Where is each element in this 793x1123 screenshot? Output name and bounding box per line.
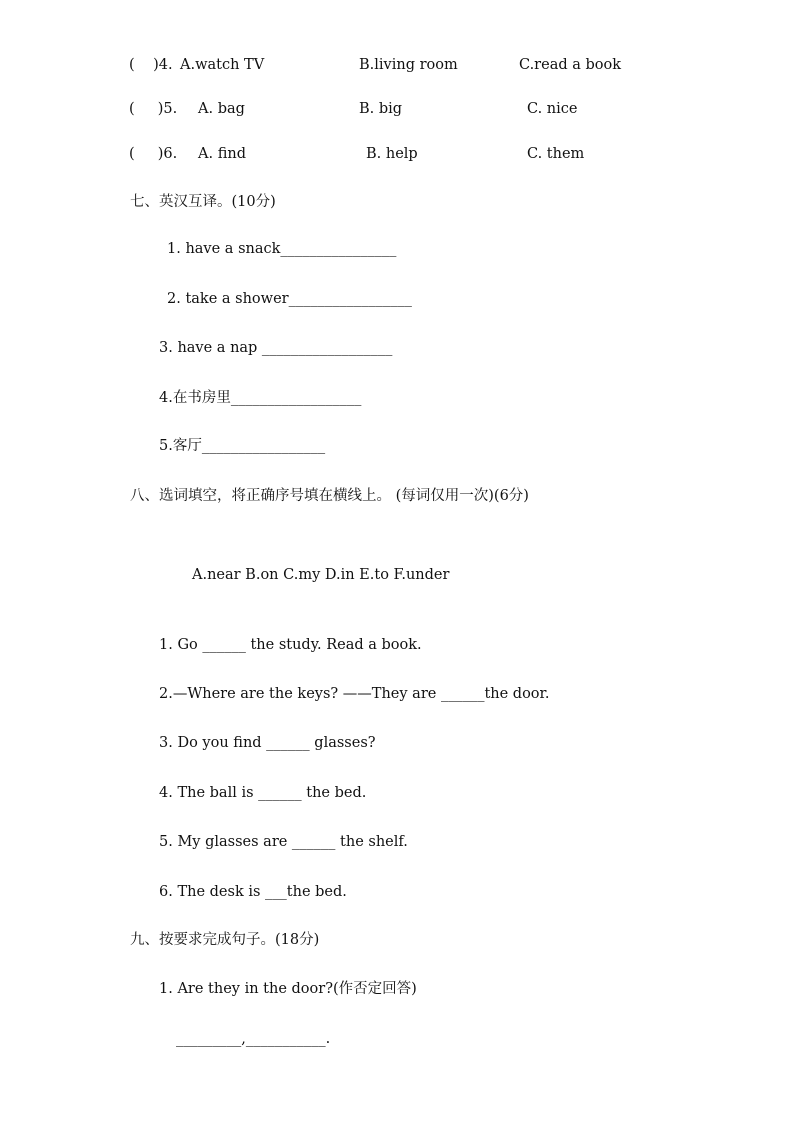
section-8-item-2: 2.—Where are the keys? ——They are ______the door. xyxy=(159,686,550,702)
section-7-item-2: 2. take a shower_________________ xyxy=(167,291,412,307)
choice-row-6-option-a: A. find xyxy=(198,146,246,162)
section-8-item-4: 4. The ball is ______ the bed. xyxy=(159,785,367,801)
section-8-item-3: 3. Do you find ______ glasses? xyxy=(159,735,376,751)
section-8-item-5: 5. My glasses are ______ the shelf. xyxy=(159,834,408,850)
section-7-item-5: 5.客厅_________________ xyxy=(159,438,326,454)
choice-row-4-option-c: C.read a book xyxy=(519,57,622,73)
section-7-item-4: 4.在书房里__________________ xyxy=(159,390,362,406)
choice-row-6-option-b: B. help xyxy=(366,146,418,162)
section-9-title: 九、按要求完成句子。(18分) xyxy=(130,932,320,948)
choice-row-4-option-a: A.watch TV xyxy=(180,57,265,73)
choice-row-6-number: ( )6. xyxy=(129,146,178,162)
section-8-item-1: 1. Go ______ the study. Read a book. xyxy=(159,637,422,653)
section-7-title: 七、英汉互译。(10分) xyxy=(130,194,276,210)
section-9-item-1: 1. Are they in the door?(作否定回答) xyxy=(159,981,417,997)
section-7-item-1: 1. have a snack________________ xyxy=(167,241,397,257)
section-8-title: 八、选词填空，将正确序号填在横线上。 (每词仅用一次)(6分) xyxy=(130,488,529,504)
choice-row-4-option-b: B.living room xyxy=(359,57,458,73)
section-8-item-6: 6. The desk is ___the bed. xyxy=(159,884,347,900)
choice-row-6-option-c: C. them xyxy=(527,146,585,162)
choice-row-5-option-a: A. bag xyxy=(198,101,245,117)
choice-row-5-number: ( )5. xyxy=(129,101,178,117)
section-7-item-3: 3. have a nap __________________ xyxy=(159,340,393,356)
choice-row-5-option-c: C. nice xyxy=(527,101,578,117)
choice-row-4-number: ( )4. xyxy=(129,57,173,73)
section-8-word-options: A.near B.on C.my D.in E.to F.under xyxy=(192,567,450,583)
choice-row-5-option-b: B. big xyxy=(359,101,403,117)
section-9-answer-line: _________,___________. xyxy=(176,1031,331,1047)
